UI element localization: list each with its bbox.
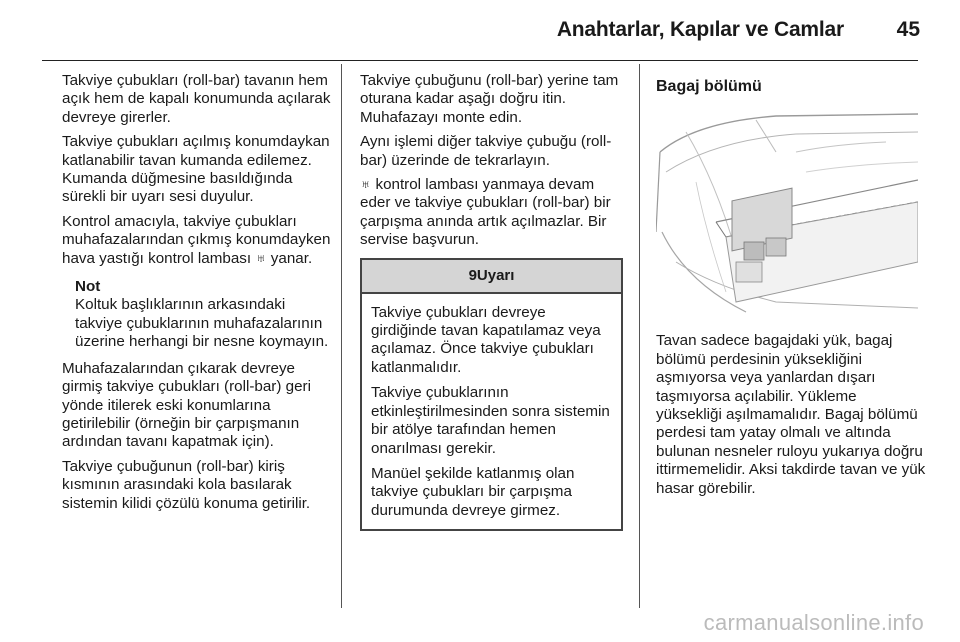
column-divider-left <box>341 64 342 608</box>
watermark: carmanualsonline.info <box>703 610 924 635</box>
note-text: Koltuk başlıklarının arkasındaki takviye çubuklarının muhafazalarının üzerine herhangi bir nesne koymayın. <box>75 296 329 351</box>
page-number: 45 <box>896 18 920 41</box>
paragraph: Takviye çubuğunu (roll-bar) yerine tam oturana kadar aşağı doğru itin. Muhafazayı monte edin. <box>360 72 619 126</box>
page-header <box>0 0 960 62</box>
warning-paragraph: Takviye çubukları devreye girdiğinde tavan kapatılamaz veya açılamaz. Önce takviye çubukları katlanmalıdır. <box>371 303 601 376</box>
section-heading: Bagaj bölümü <box>656 78 762 95</box>
paragraph <box>360 176 625 250</box>
column-2 <box>360 72 625 531</box>
paragraph: Takviye çubukları (roll-bar) tavanın hem açık hem de kapalı konumunda açılarak devreye girerler. <box>62 72 331 126</box>
column-divider-right <box>639 64 640 608</box>
paragraph-text: yanar. <box>266 249 313 267</box>
header-rule <box>42 60 918 61</box>
warning-paragraph: Takviye çubuklarının etkinleştirilmesinden sonra sistemin bir atölye tarafından hemen onarılması gerekir. <box>371 384 610 457</box>
airbag-lamp-icon: ♅ <box>360 176 372 194</box>
column-3 <box>656 72 926 504</box>
paragraph <box>62 213 332 268</box>
warning-box <box>360 258 623 531</box>
airbag-lamp-icon: ♅ <box>255 249 267 267</box>
paragraph: Takviye çubukları açılmış konumdaykan katlanabilir tavan kumanda edilemez. Kumanda düğmesine basıldığında sürekli bir uyarı sesi duyulur. <box>62 133 330 206</box>
paragraph-text: Kontrol amacıyla, takviye çubukları muhafazalarından çıkmış konumdayken hava yastığı kontrol lambası <box>62 212 331 267</box>
paragraph-text: kontrol lambası yanmaya devam eder ve takviye çubukları (roll-bar) bir çarpışma anında artık açılmazlar. Bir servise başvurun. <box>360 176 611 249</box>
note <box>75 278 332 352</box>
warning-body <box>362 294 621 529</box>
page-title: Anahtarlar, Kapılar ve Camlar <box>556 18 844 41</box>
trunk-illustration <box>656 112 918 320</box>
warning-header <box>362 260 621 294</box>
warning-title: Uyarı <box>476 266 515 284</box>
warning-icon: 9 <box>468 266 477 284</box>
warning-paragraph: Manüel şekilde katlanmış olan takviye çubukları bir çarpışma durumunda devreye girmez. <box>371 464 575 519</box>
paragraph: Muhafazalarından çıkarak devreye girmiş takviye çubukları (roll-bar) geri yönde itilerek eski konumlarına getirilebilir (örneğin bir çarpışmanın ardından tavanı kapatmak için). <box>62 359 311 451</box>
paragraph: Aynı işlemi diğer takviye çubuğu (roll-bar) üzerinde de tekrarlayın. <box>360 133 612 169</box>
column-1 <box>62 72 332 519</box>
paragraph: Tavan sadece bagajdaki yük, bagaj bölümü perdesinin yüksekliğini aşmıyorsa veya yanlardan dışarı taşmıyorsa açılabilir. Yükleme yüksekliği aşılmamalıdır. Bagaj bölümü perdesi tam yatay olmalı ve altında bulunan nesneler ruloyu yukarıya doğru ittirmemelidir. Aksi takdirde tavan ve yük hasar görebilir. <box>656 332 926 497</box>
paragraph: Takviye çubuğunun (roll-bar) kiriş kısmının arasındaki kola basılarak sistemin kilidi çözülü konuma getirilir. <box>62 457 311 512</box>
note-title: Not <box>75 278 101 296</box>
